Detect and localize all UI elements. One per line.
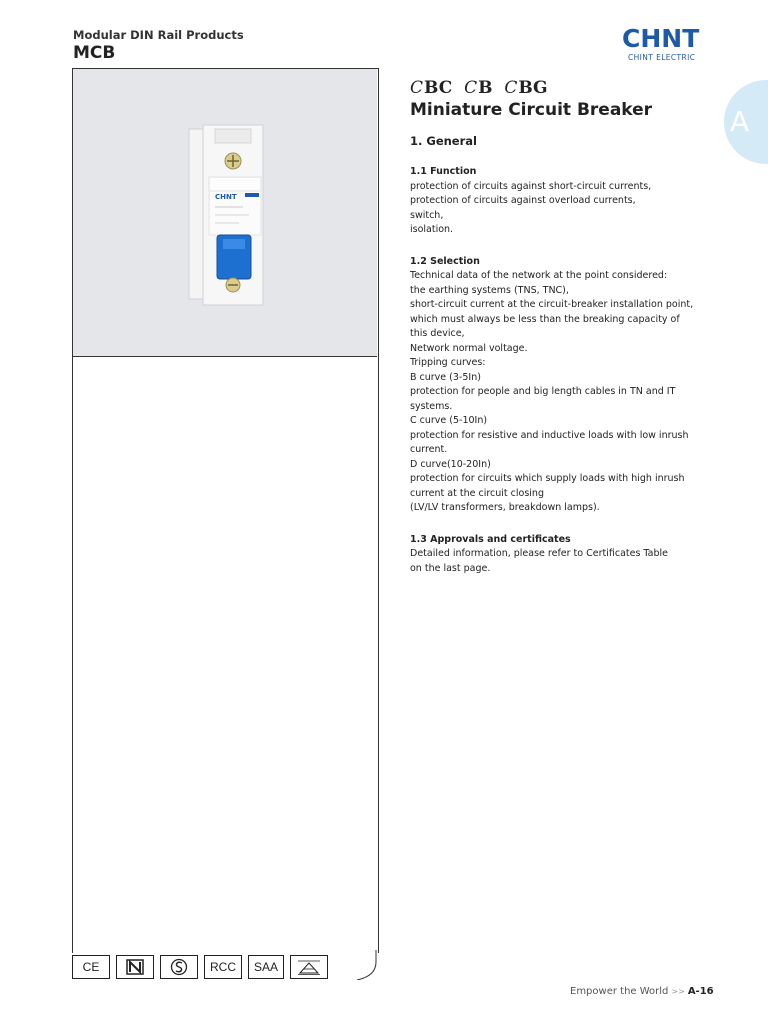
selection-line: C curve (5-10In) xyxy=(410,415,488,426)
selection-line: protection for circuits which supply loads with high inrush xyxy=(410,473,685,484)
selection-line: current. xyxy=(410,444,448,455)
selection-line: protection for people and big length cables in TN and IT xyxy=(410,386,676,397)
approvals-body xyxy=(410,547,710,576)
mcb-illustration xyxy=(73,69,377,356)
selection-line: systems. xyxy=(410,400,453,412)
selection-line: Technical data of the network at the point considered: xyxy=(410,270,668,281)
function-body xyxy=(410,180,710,238)
footer-separator: >> xyxy=(671,987,685,996)
approval-mark-icon xyxy=(290,955,328,979)
header-title: MCB xyxy=(73,43,116,63)
panel-corner-curve xyxy=(355,950,377,980)
section-general-title: 1. General xyxy=(410,134,477,148)
page-footer xyxy=(570,986,714,997)
header-category: Modular DIN Rail Products xyxy=(73,28,244,42)
product-photo xyxy=(73,69,377,357)
chint-logo xyxy=(622,26,716,62)
selection-line: which must always be less than the breaking capacity of xyxy=(410,313,680,325)
content-column xyxy=(410,78,710,576)
selection-line: B curve (3-5In) xyxy=(410,371,481,383)
model-list xyxy=(410,78,710,98)
footer-slogan: Empower the World xyxy=(570,986,669,997)
ce-mark-text: CE xyxy=(82,960,100,974)
ce-mark xyxy=(72,955,110,979)
selection-line: (LV/LV transformers, breakdown lamps). xyxy=(410,502,600,513)
function-line: switch, xyxy=(410,209,444,221)
logo-subtext: CHINT ELECTRIC xyxy=(628,53,696,62)
model-name: B xyxy=(478,78,493,98)
approvals-title: 1.3 Approvals and certificates xyxy=(410,533,571,545)
page-number: A-16 xyxy=(687,986,714,997)
certificate-row xyxy=(72,955,328,979)
s-mark-icon xyxy=(160,955,198,979)
selection-line: Network normal voltage. xyxy=(410,342,528,354)
model-name: BC xyxy=(424,78,453,98)
logo-text: CHNT xyxy=(622,24,700,53)
model-prefix: C xyxy=(410,78,424,98)
rcc-mark xyxy=(204,955,242,979)
product-label-text: CHNT xyxy=(215,193,237,201)
rcc-mark-text: RCC xyxy=(210,960,236,974)
function-line: protection of circuits against overload currents, xyxy=(410,195,636,206)
function-title: 1.1 Function xyxy=(410,166,477,177)
saa-mark xyxy=(248,955,284,979)
saa-mark-text: SAA xyxy=(253,960,278,974)
approvals-line: Detailed information, please refer to Certificates Table xyxy=(410,548,668,559)
selection-line: short-circuit current at the circuit-breaker installation point, xyxy=(410,299,694,310)
selection-title: 1.2 Selection xyxy=(410,255,480,267)
selection-line: Tripping curves: xyxy=(410,357,486,368)
function-line: isolation. xyxy=(410,224,454,235)
section-tab-letter: A xyxy=(730,105,750,138)
selection-line: protection for resistive and inductive loads with low inrush xyxy=(410,429,689,441)
selection-line: this device, xyxy=(410,328,465,339)
selection-line: D curve(10-20In) xyxy=(410,458,491,470)
selection-line: the earthing systems (TNS, TNC), xyxy=(410,284,569,296)
product-title: Miniature Circuit Breaker xyxy=(410,100,653,120)
selection-line: current at the circuit closing xyxy=(410,487,544,499)
approvals-line: on the last page. xyxy=(410,562,491,574)
model-name: BG xyxy=(518,78,548,98)
function-line: protection of circuits against short-circuit currents, xyxy=(410,180,652,192)
n-mark-icon xyxy=(116,955,154,979)
model-prefix: C xyxy=(504,78,518,98)
selection-body xyxy=(410,269,710,516)
model-prefix: C xyxy=(464,78,478,98)
